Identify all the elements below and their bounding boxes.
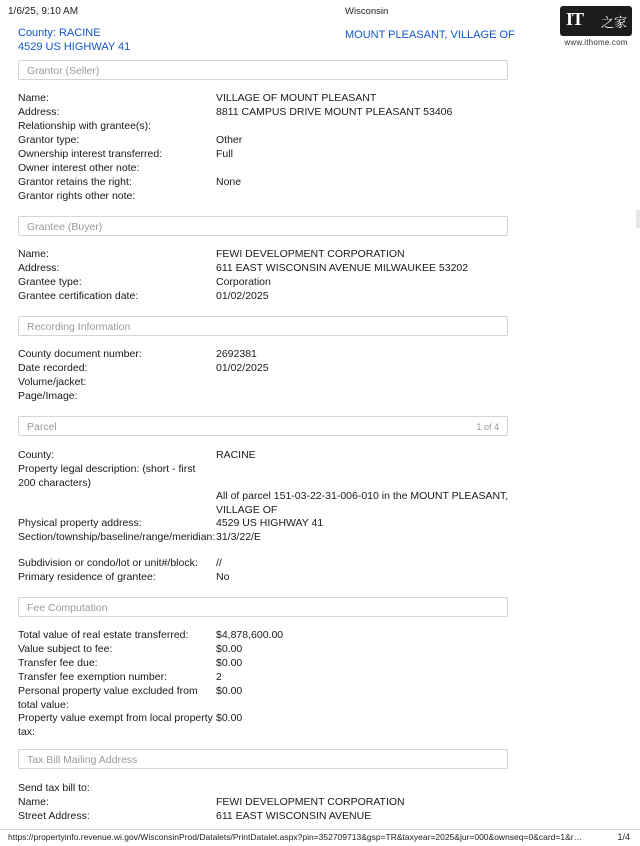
field-value: 4529 US HIGHWAY 41 bbox=[216, 517, 324, 529]
section-title: Grantee (Buyer) bbox=[27, 221, 103, 233]
field-label: Grantee certification date: bbox=[18, 290, 139, 302]
section-header-grantee bbox=[18, 216, 508, 236]
field-value: // bbox=[216, 557, 222, 569]
field-label: Subdivision or condo/lot or unit#/block: bbox=[18, 557, 198, 569]
section-header-parcel bbox=[18, 416, 508, 436]
property-address-heading: 4529 US HIGHWAY 41 bbox=[18, 41, 131, 53]
field-label: Property legal description: (short - first 200 characters) bbox=[18, 463, 196, 489]
field-label: Address: bbox=[18, 262, 60, 274]
field-value: $0.00 bbox=[216, 657, 243, 669]
field-label: Volume/jacket: bbox=[18, 376, 87, 388]
field-label: Date recorded: bbox=[18, 362, 88, 374]
field-label: Personal property value excluded from total value: bbox=[18, 685, 198, 711]
field-label: Primary residence of grantee: bbox=[18, 571, 156, 583]
field-value: $0.00 bbox=[216, 712, 243, 724]
logo-url: www.ithome.com bbox=[564, 38, 628, 47]
scrollbar-thumb[interactable] bbox=[636, 210, 640, 228]
field-label: Transfer fee due: bbox=[18, 657, 98, 669]
field-value: FEWI DEVELOPMENT CORPORATION bbox=[216, 796, 405, 808]
field-label: Grantor type: bbox=[18, 134, 80, 146]
status-bar bbox=[0, 829, 640, 846]
field-value: 611 EAST WISCONSIN AVENUE bbox=[216, 810, 372, 822]
field-value: $0.00 bbox=[216, 685, 243, 697]
field-label: Relationship with grantee(s): bbox=[18, 120, 152, 132]
field-label: County document number: bbox=[18, 348, 142, 360]
field-value: Other bbox=[216, 134, 243, 146]
state-label: Wisconsin bbox=[345, 6, 389, 17]
field-value: VILLAGE OF MOUNT PLEASANT bbox=[216, 92, 377, 104]
field-value: Full bbox=[216, 148, 233, 160]
page-indicator: 1/4 bbox=[617, 832, 630, 842]
field-value: $0.00 bbox=[216, 643, 243, 655]
field-label: Send tax bill to: bbox=[18, 782, 90, 794]
municipality-heading: MOUNT PLEASANT, VILLAGE OF bbox=[345, 29, 515, 41]
field-label: Street Address: bbox=[18, 810, 90, 822]
field-label: Name: bbox=[18, 248, 49, 260]
logo-text-left: IT bbox=[566, 9, 584, 29]
status-url: https://propertyinfo.revenue.wi.gov/WisconsinProd/Datalets/PrintDatalet.aspx?pin=352709713&gsp=TR&taxyear=2025&jur=000&ownseq=0&card=1&r… bbox=[8, 832, 583, 842]
print-header bbox=[0, 6, 640, 22]
field-label: Section/township/baseline/range/meridian: bbox=[18, 531, 216, 543]
field-label: Owner interest other note: bbox=[18, 162, 140, 174]
section-title: Fee Computation bbox=[27, 602, 108, 614]
field-label: Total value of real estate transferred: bbox=[18, 629, 189, 641]
field-value: 611 EAST WISCONSIN AVENUE MILWAUKEE 53202 bbox=[216, 262, 469, 274]
field-label: Grantor rights other note: bbox=[18, 190, 136, 202]
logo-text-right: 之家 bbox=[600, 16, 627, 31]
field-value: None bbox=[216, 176, 242, 188]
field-value: $4,878,600.00 bbox=[216, 629, 284, 641]
field-value: 2 bbox=[216, 671, 222, 683]
field-value: 01/02/2025 bbox=[216, 362, 269, 374]
legal-description-value: All of parcel 151-03-22-31-006-010 in the MOUNT PLEASANT, VILLAGE OF bbox=[216, 490, 509, 516]
section-header-fee bbox=[18, 597, 508, 617]
field-label: Grantor retains the right: bbox=[18, 176, 132, 188]
field-value: 8811 CAMPUS DRIVE MOUNT PLEASANT 53406 bbox=[216, 106, 453, 118]
field-label: Physical property address: bbox=[18, 517, 142, 529]
field-value: 01/02/2025 bbox=[216, 290, 269, 302]
print-timestamp: 1/6/25, 9:10 AM bbox=[8, 6, 79, 17]
field-label: Grantee type: bbox=[18, 276, 82, 288]
field-value: 31/3/22/E bbox=[216, 531, 261, 543]
document-header bbox=[0, 26, 640, 60]
section-title: Grantor (Seller) bbox=[27, 65, 100, 77]
field-label: Address: bbox=[18, 106, 60, 118]
field-value: No bbox=[216, 571, 230, 583]
field-label: Page/Image: bbox=[18, 390, 78, 402]
section-header-recording bbox=[18, 316, 508, 336]
field-label: County: bbox=[18, 449, 55, 461]
field-value: Corporation bbox=[216, 276, 271, 288]
section-title: Tax Bill Mailing Address bbox=[27, 754, 138, 766]
parcel-counter: 1 of 4 bbox=[476, 422, 499, 432]
county-heading bbox=[18, 26, 130, 54]
section-title: Parcel bbox=[27, 421, 57, 433]
field-label: Ownership interest transferred: bbox=[18, 148, 163, 160]
field-value: 2692381 bbox=[216, 348, 257, 360]
field-label: Name: bbox=[18, 796, 49, 808]
field-label: Value subject to fee: bbox=[18, 643, 113, 655]
section-header-grantor bbox=[18, 60, 508, 80]
field-value: FEWI DEVELOPMENT CORPORATION bbox=[216, 248, 405, 260]
county-label: County: RACINE bbox=[18, 27, 101, 39]
field-value: RACINE bbox=[216, 449, 256, 461]
section-title: Recording Information bbox=[27, 321, 131, 333]
section-header-tax-bill bbox=[18, 749, 508, 769]
field-label: Name: bbox=[18, 92, 49, 104]
field-label: Transfer fee exemption number: bbox=[18, 671, 168, 683]
field-label: Property value exempt from local property tax: bbox=[18, 712, 213, 738]
